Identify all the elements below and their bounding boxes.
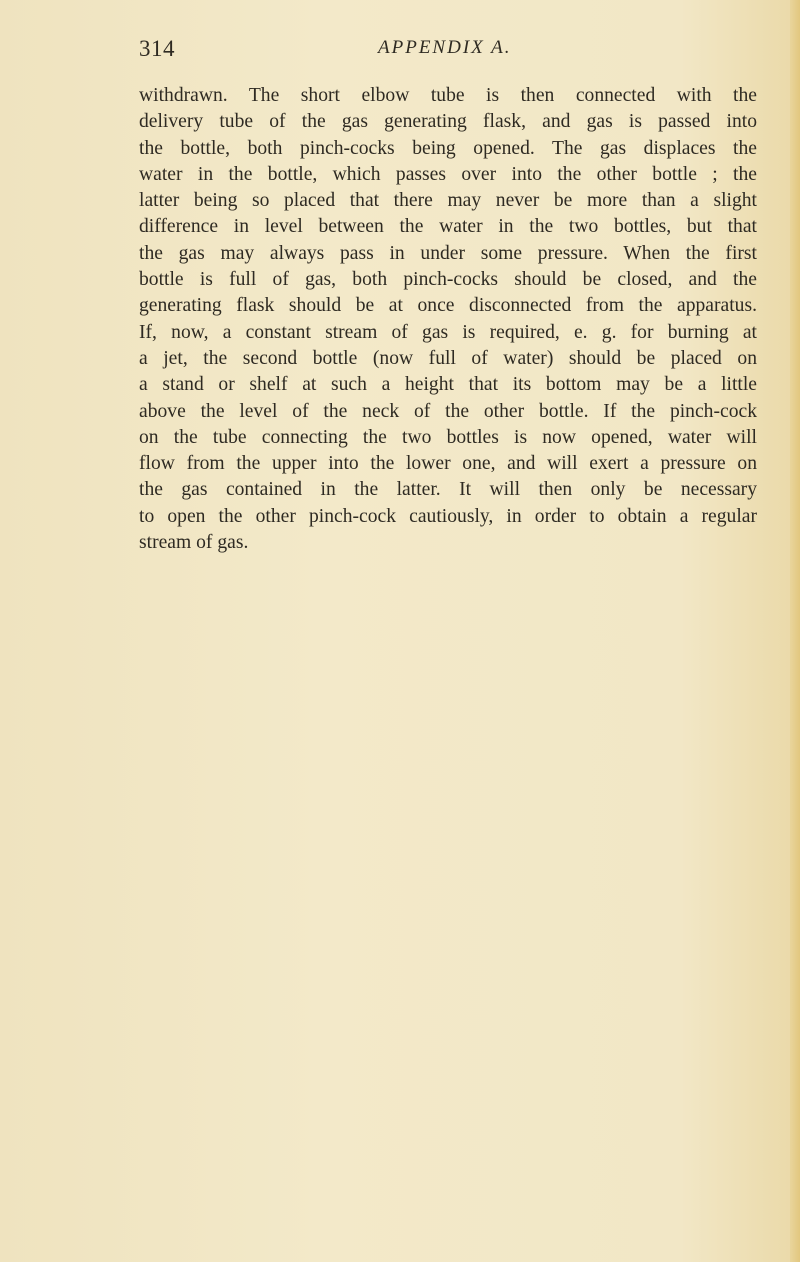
text-line: on the tube connecting the two bottles is now opened, water will	[139, 426, 757, 448]
text-line: the gas contained in the latter. It will then only be necessary	[139, 479, 757, 501]
page-number: 314	[139, 36, 175, 61]
text-line: to open the other pinch-cock cautiously, in order to obtain a regular	[139, 505, 757, 527]
text-line: flow from the upper into the lower one, and will exert a pressure on	[139, 453, 757, 475]
text-line: bottle is full of gas, both pinch-cocks should be closed, and the	[139, 269, 757, 291]
text-line: stream of gas.	[139, 532, 249, 554]
text-line: the bottle, both pinch-cocks being opened. The gas displaces the	[139, 137, 757, 159]
text-line: withdrawn. The short elbow tube is then connected with the	[139, 85, 757, 106]
text-line: a jet, the second bottle (now full of water) should be placed on	[139, 347, 757, 369]
text-line: latter being so placed that there may never be more than a slight	[139, 190, 757, 212]
text-line: If, now, a constant stream of gas is required, e. g. for burning at	[139, 321, 757, 343]
running-head: APPENDIX A.	[378, 37, 512, 58]
text-line: generating flask should be at once disconnected from the apparatus.	[139, 295, 757, 317]
text-line: the gas may always pass in under some pressure. When the first	[139, 242, 757, 264]
text-line: water in the bottle, which passes over into the other bottle ; the	[139, 163, 757, 185]
body-paragraph	[139, 83, 757, 556]
page-edge	[790, 0, 800, 1262]
text-line: above the level of the neck of the other bottle. If the pinch-cock	[139, 400, 757, 422]
page-header	[139, 36, 759, 66]
text-line: delivery tube of the gas generating flask, and gas is passed into	[139, 111, 757, 133]
text-line: a stand or shelf at such a height that its bottom may be a little	[139, 374, 757, 396]
text-line: difference in level between the water in the two bottles, but that	[139, 216, 757, 238]
